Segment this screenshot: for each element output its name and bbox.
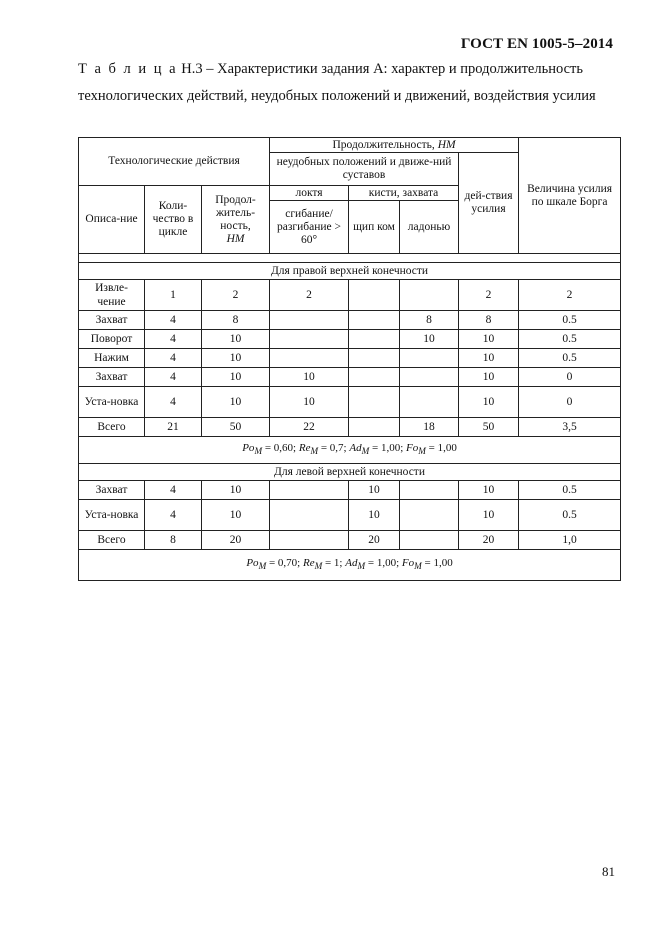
header-force-action: дей-ствия усилия [459, 153, 519, 254]
table-row: Извле-чение 1 2 2 2 2 [79, 280, 621, 311]
header-duration: Продолжительность, НМ [270, 138, 519, 153]
table-row-total: Всего 21 50 22 18 50 3,5 [79, 418, 621, 437]
table-row: Нажим 4 10 10 0.5 [79, 349, 621, 368]
document-code: ГОСТ EN 1005-5–2014 [460, 36, 613, 52]
table-row: Захват 4 10 10 10 0 [79, 368, 621, 387]
header-elbow: локтя [270, 186, 349, 201]
table-caption [78, 56, 608, 110]
caption-prefix: Т а б л и ц а [78, 61, 178, 77]
coefficients-right: $Po_M = 0,60$; $Re_M = 0,7$; $Ad_M = 1,00$; $Fo_M = 1,00$ [79, 437, 621, 464]
header-palm: ладонью [400, 201, 459, 254]
section-title-left: Для левой верхней конечности [79, 464, 621, 481]
header-borg: Величина усилия по шкале Борга [519, 138, 621, 254]
table-row: Захват 4 8 8 8 0.5 [79, 311, 621, 330]
table-row-total: Всего 8 20 20 20 1,0 [79, 531, 621, 550]
table-row: Захват 4 10 10 10 0.5 [79, 481, 621, 500]
header-wrist: кисти, захвата [349, 186, 459, 201]
table-row: Поворот 4 10 10 10 0.5 [79, 330, 621, 349]
header-description: Описа-ние [79, 186, 145, 254]
characteristics-table [78, 137, 621, 581]
table-row: Уста-новка 4 10 10 10 0.5 [79, 500, 621, 531]
page-number: 81 [602, 864, 615, 879]
coefficients-left: $Po_M = 0,70$; $Re_M = 1$; $Ad_M = 1,00$; $Fo_M = 1,00$ [79, 550, 621, 581]
header-flexion: сгибание/ разгибание > 60° [270, 201, 349, 254]
section-title-right: Для правой верхней конечности [79, 263, 621, 280]
caption-text: Характеристики задания А: характер и продолжительность технологических действий, неудобных положений и движений, воздействия усилия [78, 61, 596, 104]
table-row: Уста-новка 4 10 10 10 0 [79, 387, 621, 418]
header-length: Продол-житель-ность, НМ [202, 186, 270, 254]
header-tech-actions: Технологические действия [79, 138, 270, 186]
caption-number: Н.3 [181, 61, 203, 77]
caption-dash: – [206, 61, 214, 77]
header-pinch: щип ком [349, 201, 400, 254]
header-count: Коли-чество в цикле [145, 186, 202, 254]
header-awkward: неудобных положений и движе-ний суставов [270, 153, 459, 186]
